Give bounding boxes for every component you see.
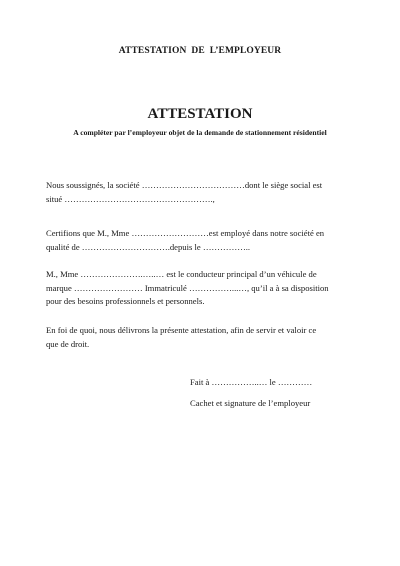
main-title: ATTESTATION [147,106,253,122]
paragraph-certification [46,227,366,254]
subtitle: A compléter par l’employeur objet de la demande de stationnement résidentiel [73,128,327,137]
paragraph-certification-line-2: qualité de ………………………….depuis le …………….. [46,241,251,252]
place-date-line: Fait à ……………..… le ………… [190,377,313,387]
document-header-title: ATTESTATION DE L’EMPLOYEUR [118,46,282,56]
signature-label: Cachet et signature de l’employeur [190,398,311,408]
paragraph-driver-line-2: marque …………………… Immatriculé ……………...…, qu’il a à sa disposition [46,282,329,293]
paragraph-company [46,179,366,206]
paragraph-driver-line-3: pour des besoins professionnels et personnels. [46,296,205,306]
paragraph-conclusion-line-1: En foi de quoi, nous délivrons la présente attestation, afin de servir et valoir ce [46,325,317,335]
paragraph-conclusion-line-2: que de droit. [46,338,90,349]
paragraph-company-line-1: Nous soussignés, la société ………………………………dont le siège social est [46,180,323,190]
paragraph-driver [46,268,366,309]
paragraph-company-line-2: situé ……………………………………………., [46,193,215,204]
paragraph-conclusion [46,324,366,351]
paragraph-driver-line-1: M., Mme ………………….…..… est le conducteur principal d’un véhicule de [46,269,317,279]
paragraph-certification-line-1: Certifions que M., Mme ………………………est employé dans notre société en [46,228,325,238]
